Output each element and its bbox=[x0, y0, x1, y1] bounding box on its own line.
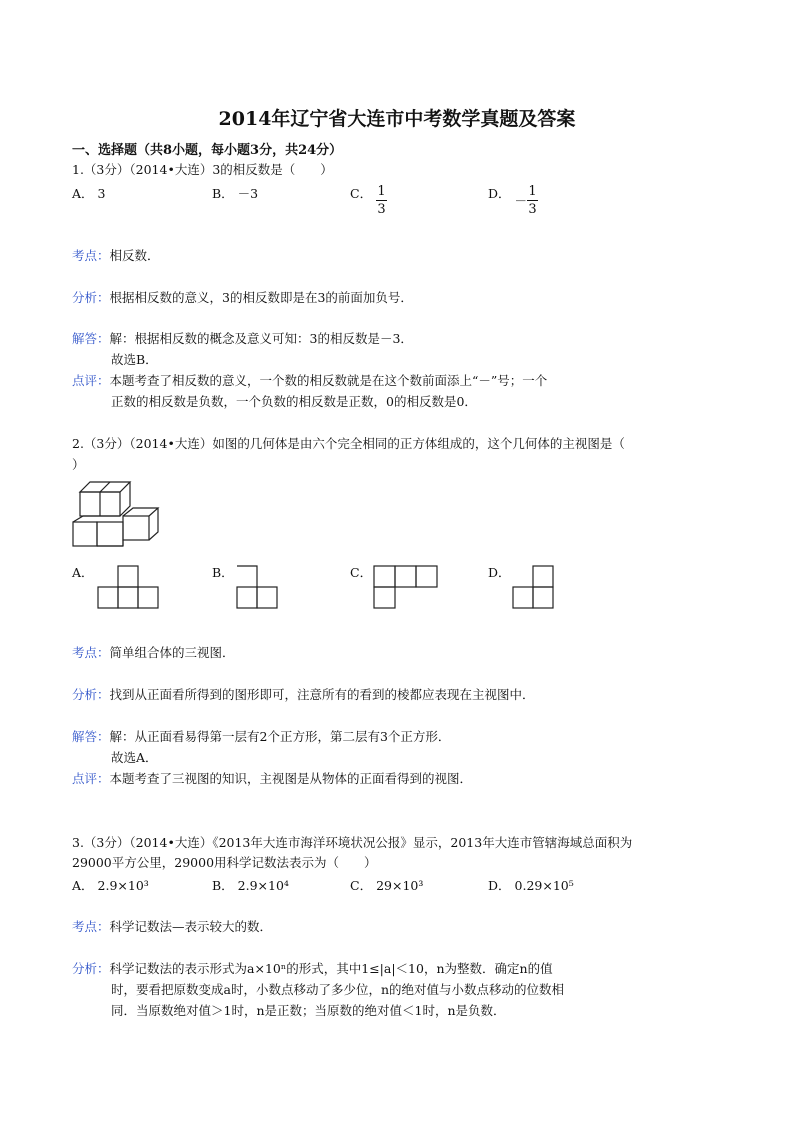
q2-stem-line2: ） bbox=[72, 457, 85, 472]
fraction-one-third: $\frac{1}{3}$ bbox=[528, 184, 537, 217]
q2-option-d-figure bbox=[513, 566, 573, 616]
q2-stem: 2.（3分）（2014•大连）如图的几何体是由六个完全相同的正方体组成的，这个几何体的主视图是（ bbox=[72, 436, 625, 451]
q2-jieda-line2: 故选A． bbox=[111, 750, 158, 765]
q2-jieda: 解答：解：从正面看易得第一层有2个正方形，第二层有3个正方形． bbox=[72, 729, 451, 744]
q2-option-c-label: C． bbox=[350, 565, 373, 580]
q3-fenxi-line2: 时，要看把原数变成a时，小数点移动了多少位，n的绝对值与小数点移动的位数相 bbox=[111, 982, 565, 997]
q3-option-d: D． 0.29×10⁵ bbox=[488, 878, 574, 893]
q2-fenxi: 分析：找到从正面看所得到的图形即可，注意所有的看到的棱都应表现在主视图中． bbox=[72, 687, 535, 702]
fraction-one-third: $\frac{1}{3}$ bbox=[377, 184, 386, 217]
q2-kaodian: 考点：简单组合体的三视图． bbox=[72, 645, 235, 660]
q3-stem: 3.（3分）（2014•大连）《2013年大连市海洋环境状况公报》显示，2013年大连市管辖海域总面积为 bbox=[72, 835, 633, 850]
q2-option-d-label: D． bbox=[488, 565, 511, 580]
q1-dianping: 点评：本题考查了相反数的意义，一个数的相反数就是在这个数前面添上“－”号；一个 bbox=[72, 373, 548, 388]
q2-option-a-label: A． bbox=[72, 565, 94, 580]
q2-option-b-label: B． bbox=[212, 565, 234, 580]
q1-kaodian: 考点：相反数． bbox=[72, 248, 160, 263]
q3-option-b: B． 2.9×10⁴ bbox=[212, 878, 289, 893]
q3-option-a: A． 2.9×10³ bbox=[72, 878, 149, 893]
q1-stem: 1.（3分）（2014•大连）3的相反数是（ ） bbox=[72, 162, 333, 177]
geometry-solid-figure bbox=[70, 478, 170, 548]
q2-dianping: 点评：本题考查了三视图的知识，主视图是从物体的正面看得到的视图． bbox=[72, 771, 473, 786]
q1-jieda-line2: 故选B． bbox=[111, 352, 158, 367]
q2-option-c-figure bbox=[374, 566, 454, 616]
q1-option-a: A． 3 bbox=[72, 186, 106, 201]
q1-option-d: D． － $\frac{1}{3}$ bbox=[488, 184, 537, 217]
q3-fenxi: 分析：科学记数法的表示形式为a×10ⁿ的形式，其中1≤|a|＜10，n为整数．确定n的值 bbox=[72, 961, 553, 976]
q3-option-c: C． 29×10³ bbox=[350, 878, 424, 893]
section-heading: 一、选择题（共8小题，每小题3分，共24分） bbox=[72, 143, 343, 158]
q1-jieda: 解答：解：根据相反数的概念及意义可知：3的相反数是－3． bbox=[72, 331, 413, 346]
q3-stem-line2: 29000平方公里，29000用科学记数法表示为（ ） bbox=[72, 855, 377, 870]
q1-option-c: C． $\frac{1}{3}$ bbox=[350, 184, 386, 217]
q2-option-a-figure bbox=[98, 566, 168, 616]
q1-fenxi: 分析：根据相反数的意义，3的相反数即是在3的前面加负号． bbox=[72, 290, 413, 305]
q2-option-b-figure bbox=[237, 566, 297, 616]
q3-fenxi-line3: 同．当原数绝对值＞1时，n是正数；当原数的绝对值＜1时，n是负数． bbox=[111, 1003, 506, 1018]
page-title: 2014年辽宁省大连市中考数学真题及答案 bbox=[218, 108, 576, 130]
q1-dianping-line2: 正数的相反数是负数，一个负数的相反数是正数，0的相反数是0． bbox=[111, 394, 477, 409]
q1-option-b: B． －3 bbox=[212, 186, 259, 201]
q3-kaodian: 考点：科学记数法—表示较大的数． bbox=[72, 919, 273, 934]
